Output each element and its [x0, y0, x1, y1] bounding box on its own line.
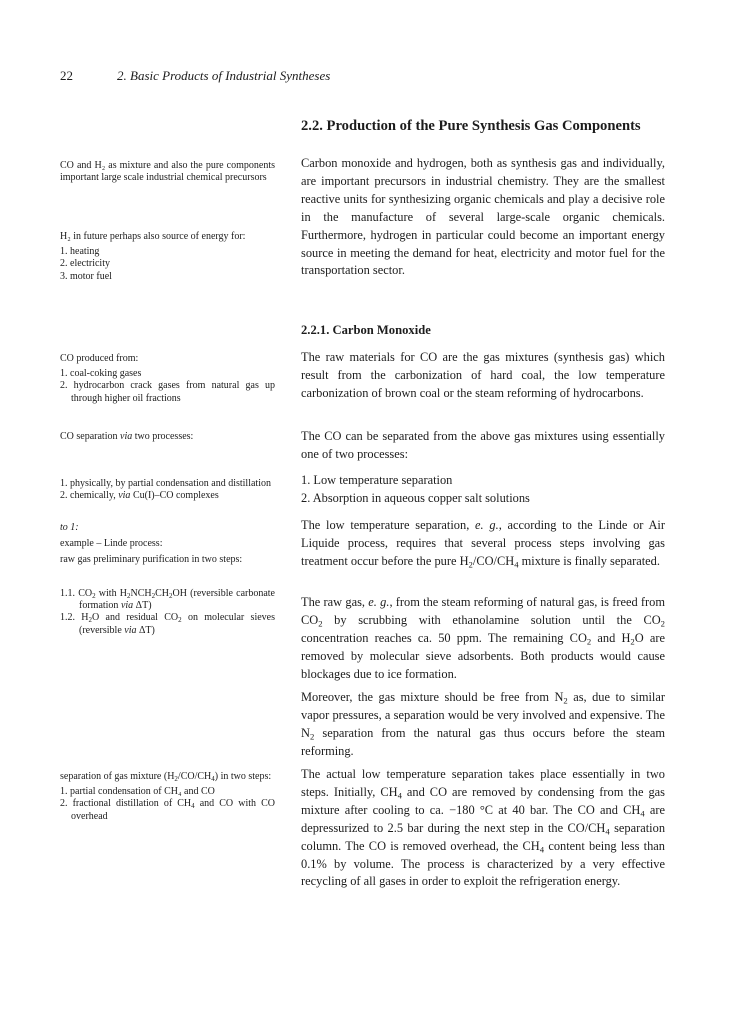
margin-note-gas-separation [60, 771, 275, 823]
margin-note-co-sources [60, 353, 275, 405]
margin-note-purification-steps [60, 588, 275, 637]
margin-note-text: CO and H₂ as mixture and also the pure components important large scale industrial chemical precursors [60, 160, 275, 184]
margin-note-precursors [60, 160, 275, 184]
main-paragraph-raw-materials [301, 349, 665, 403]
margin-note-text: CO separation via two processes: [60, 431, 194, 442]
margin-note-list-item: 2. hydrocarbon crack gases from natural gas up through higher oil fractions [60, 380, 275, 404]
main-paragraph-low-temp [301, 517, 665, 571]
margin-note-list-item: 2. chemically, via Cu(I)–CO complexes [60, 490, 219, 502]
running-title: 2. Basic Products of Industrial Syntheses [117, 68, 331, 83]
margin-note-methods [60, 478, 275, 502]
main-paragraph-low-temp-text: The low temperature separation, e. g., according to the Linde or Air Liquide process, requires that several process steps involving gas treatment occur before the pure $H_2/CO/CH_4$ mixture is finally separated. [301, 518, 665, 570]
main-paragraph-raw-materials-text: The raw materials for CO are the gas mixtures (synthesis gas) which result from the carbonization of hard coal, the low temperature carbonization of brown coal or the steam reforming of hydrocarbons. [301, 350, 665, 400]
page-number: 22 [60, 68, 73, 83]
main-paragraph-separation [301, 428, 665, 464]
main-paragraph-raw-gas [301, 594, 665, 684]
margin-note-list-item: 1. physically, by partial condensation and distillation [60, 478, 271, 489]
margin-note-list-item: 1.1. $CO_2$ with $H_2NCH_2CH_2OH$ (reversible carbonate formation via ΔT) [60, 588, 275, 612]
margin-note-text: raw gas preliminary purification in two steps: [60, 554, 243, 566]
margin-note-text: H₂ in future perhaps also source of energy for: [60, 231, 246, 242]
subsection-heading: 2.2.1. Carbon Monoxide [301, 323, 431, 337]
margin-note-list-item: 3. motor fuel [60, 270, 112, 282]
margin-note-linde [60, 522, 275, 567]
margin-note-list-item: 1.2. $H_2O$ and residual $CO_2$ on molecular sieves (reversible via ΔT) [60, 612, 275, 636]
main-paragraph-two-steps [301, 766, 665, 891]
main-process-list [301, 472, 665, 508]
margin-note-co-separation [60, 431, 275, 443]
margin-note-text: CO produced from: [60, 353, 139, 364]
main-process-list-item: 1. Low temperature separation [301, 473, 453, 487]
margin-note-text: to 1: [60, 522, 79, 533]
section-heading: 2.2. Production of the Pure Synthesis Gas Components [301, 118, 641, 134]
main-paragraph-separation-text: The CO can be separated from the above gas mixtures using essentially one of two processes: [301, 429, 665, 461]
margin-note-text: example – Linde process: [60, 538, 163, 550]
main-paragraph-intro [301, 155, 665, 280]
margin-note-list-item: 1. coal-coking gases [60, 368, 142, 380]
margin-note-list-item: 1. heating [60, 246, 100, 258]
margin-note-list-item: 2. electricity [60, 258, 110, 270]
margin-note-energy [60, 231, 275, 283]
margin-note-list-item: 2. fractional distillation of $CH_4$ and CO with CO overhead [60, 798, 275, 822]
main-paragraph-intro-text: Carbon monoxide and hydrogen, both as synthesis gas and individually, are important precursors in industrial chemistry. They are the smallest reactive units for synthesizing organic chemicals and play a decisive role in the manufacture of several large-scale organic chemicals. Furthermore, hydrogen in particular could become an important energy source in meeting the demand for heat, electricity and motor fuel for the transportation sector. [301, 156, 665, 278]
margin-note-text: separation of gas mixture $(H_2/CO/CH_4)$ in two steps: [60, 771, 272, 783]
main-process-list-item: 2. Absorption in aqueous copper salt solutions [301, 490, 530, 505]
main-paragraph-two-steps-text: The actual low temperature separation takes place essentially in two steps. Initially, $CH_4$ and CO are removed by condensing from the gas mixture after cooling to ca. −180 °C at 40 bar. The CO and $CH_4$ are depressurized to 2.5 bar during the next step in the $CO/CH_4$ separation column. The CO is removed overhead, the $CH_4$ content being less than 0.1% by volume. The process is characterized by a very effective recycling of all gases in order to exploit the refrigeration energy. [301, 767, 666, 889]
margin-note-list-item: 1. partial condensation of CH₄ and CO [60, 786, 215, 798]
main-paragraph-nitrogen [301, 689, 665, 761]
main-paragraph-raw-gas-text: The raw gas, e. g., from the steam reforming of natural gas, is freed from $CO_2$ by scrubbing with ethanolamine solution until the $CO_2$ concentration reaches ca. 50 ppm. The remaining $CO_2$ and $H_2O$ are removed by molecular sieve adsorbents. Both products would cause blockages due to ice formation. [301, 595, 665, 681]
main-paragraph-nitrogen-text: Moreover, the gas mixture should be free from $N_2$ as, due to similar vapor pressures, a separation would be very involved and expensive. The $N_2$ separation from the natural gas thus occurs before the steam reforming. [301, 690, 665, 758]
